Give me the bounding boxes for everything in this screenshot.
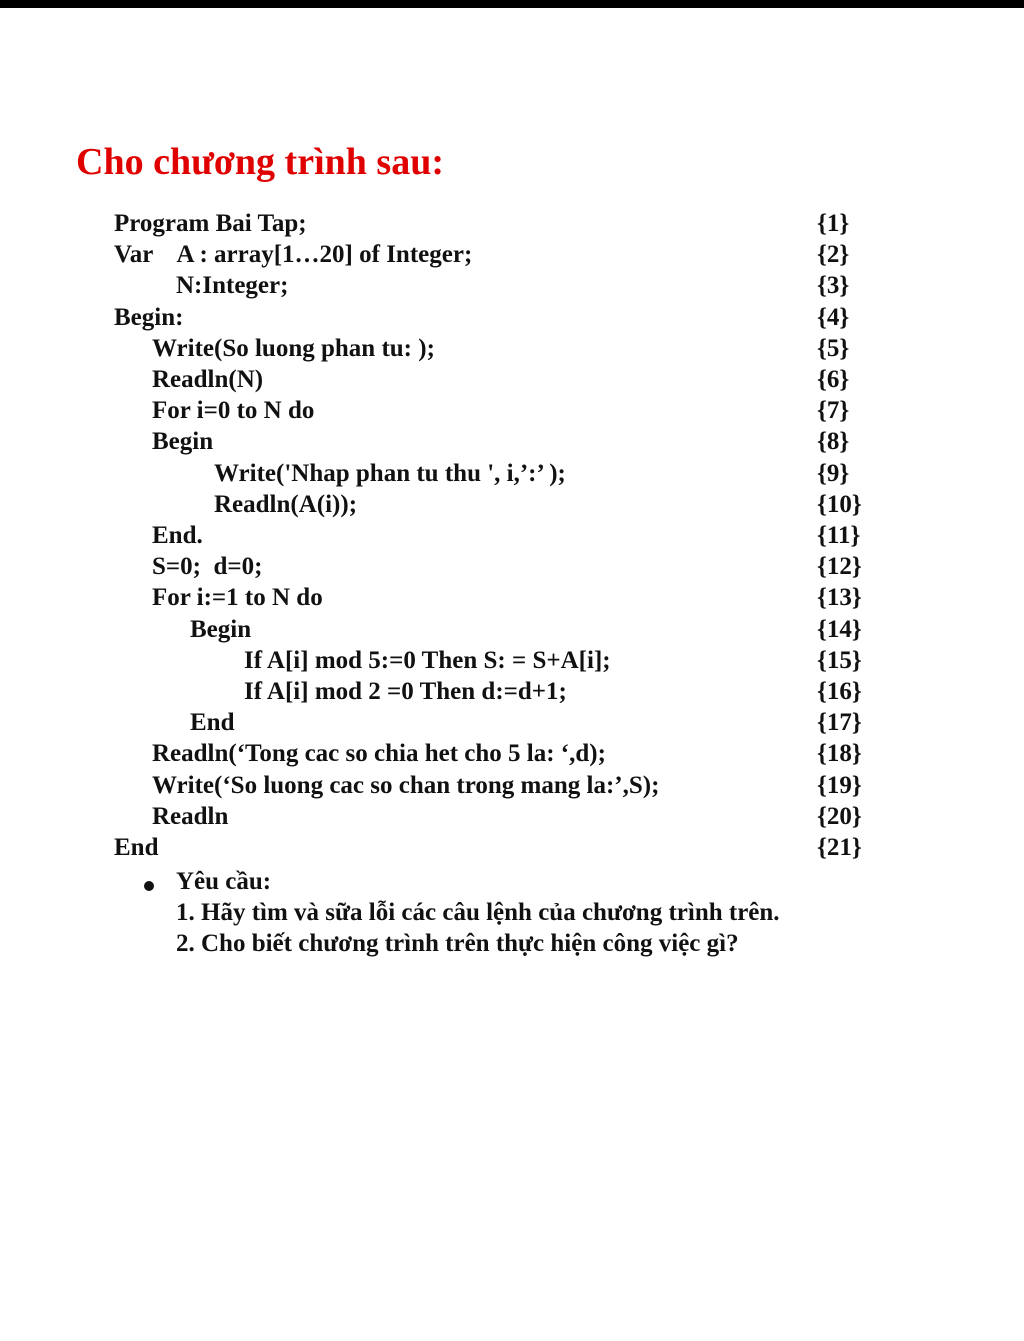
code-line-text: For i=0 to N do (152, 397, 315, 425)
line-number: {16} (817, 678, 862, 705)
line-number: {7} (817, 397, 850, 425)
line-number: {13} (817, 584, 862, 612)
code-line-text: S=0; d=0; (152, 553, 263, 581)
code-line (0, 239, 1024, 270)
document-page (0, 8, 1024, 1341)
line-number: {11} (817, 522, 861, 549)
line-number: {8} (817, 428, 850, 456)
requirements-heading: Yêu cầu: (176, 868, 272, 895)
requirement-item-2: 2. Cho biết chương trình trên thực hiện công việc gì? (176, 930, 739, 957)
code-line-text: Begin (190, 615, 252, 643)
code-line (0, 426, 1024, 457)
code-line-text: Write(‘So luong cac so chan trong mang la:’,S); (152, 771, 660, 799)
code-line (0, 395, 1024, 426)
top-dark-bar (0, 0, 1024, 8)
code-line (0, 364, 1024, 395)
code-line-text: End (114, 834, 159, 861)
line-number: {3} (817, 272, 850, 300)
line-number: {21} (817, 834, 862, 861)
code-line-text: Readln(A(i)); (214, 490, 358, 518)
bullet-dot-icon (144, 881, 154, 891)
code-line (0, 520, 1024, 551)
code-line (0, 676, 1024, 707)
line-number: {4} (817, 303, 850, 331)
code-line (0, 333, 1024, 364)
code-line-text: Readln(‘Tong cac so chia het cho 5 la: ‘,d); (152, 740, 606, 768)
line-number: {15} (817, 646, 862, 674)
code-line-text: If A[i] mod 5:=0 Then S: = S+A[i]; (244, 646, 611, 674)
code-line-text: Begin (152, 428, 214, 456)
code-line-text: Write('Nhap phan tu thu ', i,’:’ ); (214, 459, 566, 487)
code-line-text: Readln (152, 802, 229, 830)
line-number: {14} (817, 615, 862, 643)
line-number: {2} (817, 241, 850, 269)
code-line (0, 707, 1024, 738)
code-line-text: End (190, 709, 235, 737)
code-line (0, 582, 1024, 613)
code-line (0, 458, 1024, 489)
document-title: Cho chương trình sau: (76, 141, 444, 183)
code-line (0, 270, 1024, 301)
line-number: {1} (817, 210, 850, 237)
line-number: {12} (817, 553, 862, 581)
line-number: {10} (817, 490, 862, 518)
code-line-text: Readln(N) (152, 366, 264, 393)
code-line (0, 551, 1024, 582)
line-number: {17} (817, 709, 862, 737)
line-number: {9} (817, 459, 850, 487)
line-number: {19} (817, 771, 862, 799)
code-line-text: Var A : array[1…20] of Integer; (114, 241, 473, 269)
code-line-text: Program Bai Tap; (114, 210, 307, 237)
line-number: {5} (817, 334, 850, 362)
code-line (0, 302, 1024, 333)
code-line-text: Begin: (114, 303, 184, 331)
code-line-text: N:Integer; (176, 272, 289, 300)
code-line (0, 614, 1024, 645)
code-line (0, 738, 1024, 769)
code-line (0, 770, 1024, 801)
code-line-text: If A[i] mod 2 =0 Then d:=d+1; (244, 678, 567, 705)
code-line (0, 208, 1024, 239)
requirement-item-1: 1. Hãy tìm và sữa lỗi các câu lệnh của chương trình trên. (176, 899, 780, 926)
line-number: {6} (817, 366, 850, 393)
code-line (0, 489, 1024, 520)
line-number: {20} (817, 802, 862, 830)
code-line (0, 645, 1024, 676)
code-line-text: End. (152, 522, 203, 549)
code-line (0, 832, 1024, 863)
code-line-text: Write(So luong phan tu: ); (152, 334, 435, 362)
line-number: {18} (817, 740, 862, 768)
code-line-text: For i:=1 to N do (152, 584, 323, 612)
code-line (0, 801, 1024, 832)
